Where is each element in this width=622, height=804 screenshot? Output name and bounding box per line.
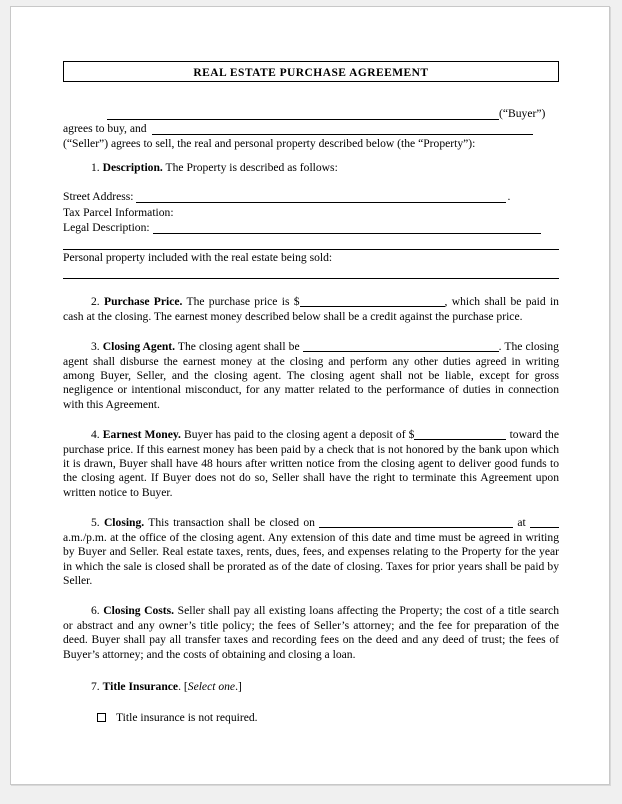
spacer [63, 662, 559, 680]
personal-property-blank-line[interactable] [63, 265, 559, 279]
purchase-price-blank[interactable] [300, 296, 445, 307]
section-2-purchase-price [63, 295, 559, 324]
section-3-number: 3. [91, 340, 100, 354]
document-title-box [63, 61, 559, 82]
street-address-blank[interactable] [136, 191, 506, 203]
section-2-text-before: The purchase price is $ [186, 295, 300, 309]
section-4-earnest-money [63, 428, 559, 500]
section-5-number: 5. [91, 516, 100, 530]
seller-agrees-line: (“Seller”) agrees to sell, the real and personal property described below (the “Property”): [63, 137, 476, 150]
spacer [63, 175, 559, 189]
legal-description-blank-line-2[interactable] [63, 236, 559, 250]
document-page [10, 6, 610, 785]
section-2-text-after: , which shall be paid in cash at the closing. The earnest money described below shall be a credit against the purchase price. [63, 295, 559, 323]
checkbox-icon[interactable] [97, 713, 106, 722]
section-7-punct-close: .] [235, 679, 242, 693]
buyer-line [63, 106, 559, 121]
section-5-text-after: a.m./p.m. at the office of the closing agent. Any extension of this date and time must be agreed in writing by Buyer and Seller. Real estate taxes, rents, dues, fees, and expenses relating to the Property for the year in which the sale is closed shall be prorated as of the date of closing. Taxes for prior years shall be paid by Seller. [63, 530, 559, 587]
spacer [63, 500, 559, 516]
section-1-heading: Description. [102, 161, 163, 174]
section-2-number: 2. [91, 295, 100, 309]
personal-property-label: Personal property included with the real estate being sold: [63, 250, 333, 264]
spacer [63, 324, 559, 340]
section-7-title-insurance [63, 680, 559, 694]
legal-description-blank[interactable] [153, 222, 541, 234]
section-1-lead: The Property is described as follows: [165, 161, 338, 174]
section-3-text-after: . The closing agent shall disburse the earnest money at the closing and perform any other duties agreed in writing among Buyer, Seller, and the closing agent. The closing agent shall not be liable, except for gross negligence or intentional misconduct, for any matter related to the performance of duties in connection with this Agreement. [63, 340, 559, 411]
field-legal-description [63, 220, 559, 236]
section-5-closing [63, 516, 559, 588]
section-3-closing-agent [63, 340, 559, 412]
section-6-text-after: Seller shall pay all existing loans affecting the Property; the cost of a title search or abstract and any owner’s title policy; the fees of Seller’s attorney; and the fee for preparation of the deed. Buyer shall pay all transfer taxes and recording fees on the deed and any deed of trust; the fees of Buyer’s attorney; and the costs of obtaining and closing a loan. [63, 604, 559, 661]
spacer [63, 151, 559, 161]
tax-parcel-label: Tax Parcel Information: [63, 205, 174, 219]
section-5-text-mid: at [517, 516, 526, 530]
section-5-text-before: This transaction shall be closed on [148, 516, 315, 530]
seller-name-blank[interactable] [152, 123, 533, 135]
section-3-text-before: The closing agent shall be [177, 340, 300, 354]
section-5-heading: Closing. [103, 516, 145, 530]
spacer [63, 82, 559, 106]
spacer [63, 694, 559, 710]
agrees-to-buy-label: agrees to buy, and [63, 122, 147, 135]
seller-line [63, 121, 559, 136]
section-4-text-after: toward the purchase price. If this earnest money has been paid by a check that is not honored by the bank upon which it is drawn, Buyer shall have 48 hours after written notice from the closing agent to deliver good funds to the closing agent. If Buyer does not do so, Seller shall have the right to terminate this Agreement upon written notice to Buyer. [63, 428, 560, 499]
option-title-insurance-not-required[interactable] [63, 710, 559, 725]
field-tax-parcel [63, 205, 559, 221]
document-body [63, 61, 559, 725]
buyer-suffix-label: (“Buyer”) [499, 107, 546, 120]
section-3-heading: Closing Agent. [102, 340, 176, 354]
closing-date-blank[interactable] [319, 517, 513, 528]
section-6-closing-costs [63, 604, 559, 662]
street-address-period: . [507, 190, 511, 204]
spacer [63, 588, 559, 604]
field-personal-property [63, 250, 559, 266]
spacer [63, 279, 559, 295]
section-7-select-note: Select one [187, 679, 236, 693]
section-4-number: 4. [91, 428, 100, 442]
section-6-number: 6. [91, 604, 100, 618]
section-7-punct: . [ [178, 679, 188, 693]
street-address-label: Street Address: [63, 190, 134, 204]
section-2-heading: Purchase Price. [103, 295, 183, 309]
closing-agent-blank[interactable] [303, 341, 499, 352]
buyer-name-blank[interactable] [107, 108, 499, 120]
section-7-heading: Title Insurance [102, 679, 179, 693]
section-4-heading: Earnest Money. [102, 428, 181, 442]
spacer [63, 412, 559, 428]
field-street-address [63, 189, 559, 205]
section-4-text-before: Buyer has paid to the closing agent a deposit of $ [184, 428, 415, 442]
earnest-money-blank[interactable] [414, 429, 506, 440]
section-7-number: 7. [91, 679, 100, 693]
page-title: REAL ESTATE PURCHASE AGREEMENT [193, 67, 429, 79]
option-label: Title insurance is not required. [116, 711, 258, 725]
section-6-heading: Closing Costs. [103, 604, 175, 618]
closing-time-blank[interactable] [530, 517, 559, 528]
section-1-description [63, 161, 559, 175]
section-1-number: 1. [91, 161, 100, 174]
legal-description-label: Legal Description: [63, 221, 150, 235]
